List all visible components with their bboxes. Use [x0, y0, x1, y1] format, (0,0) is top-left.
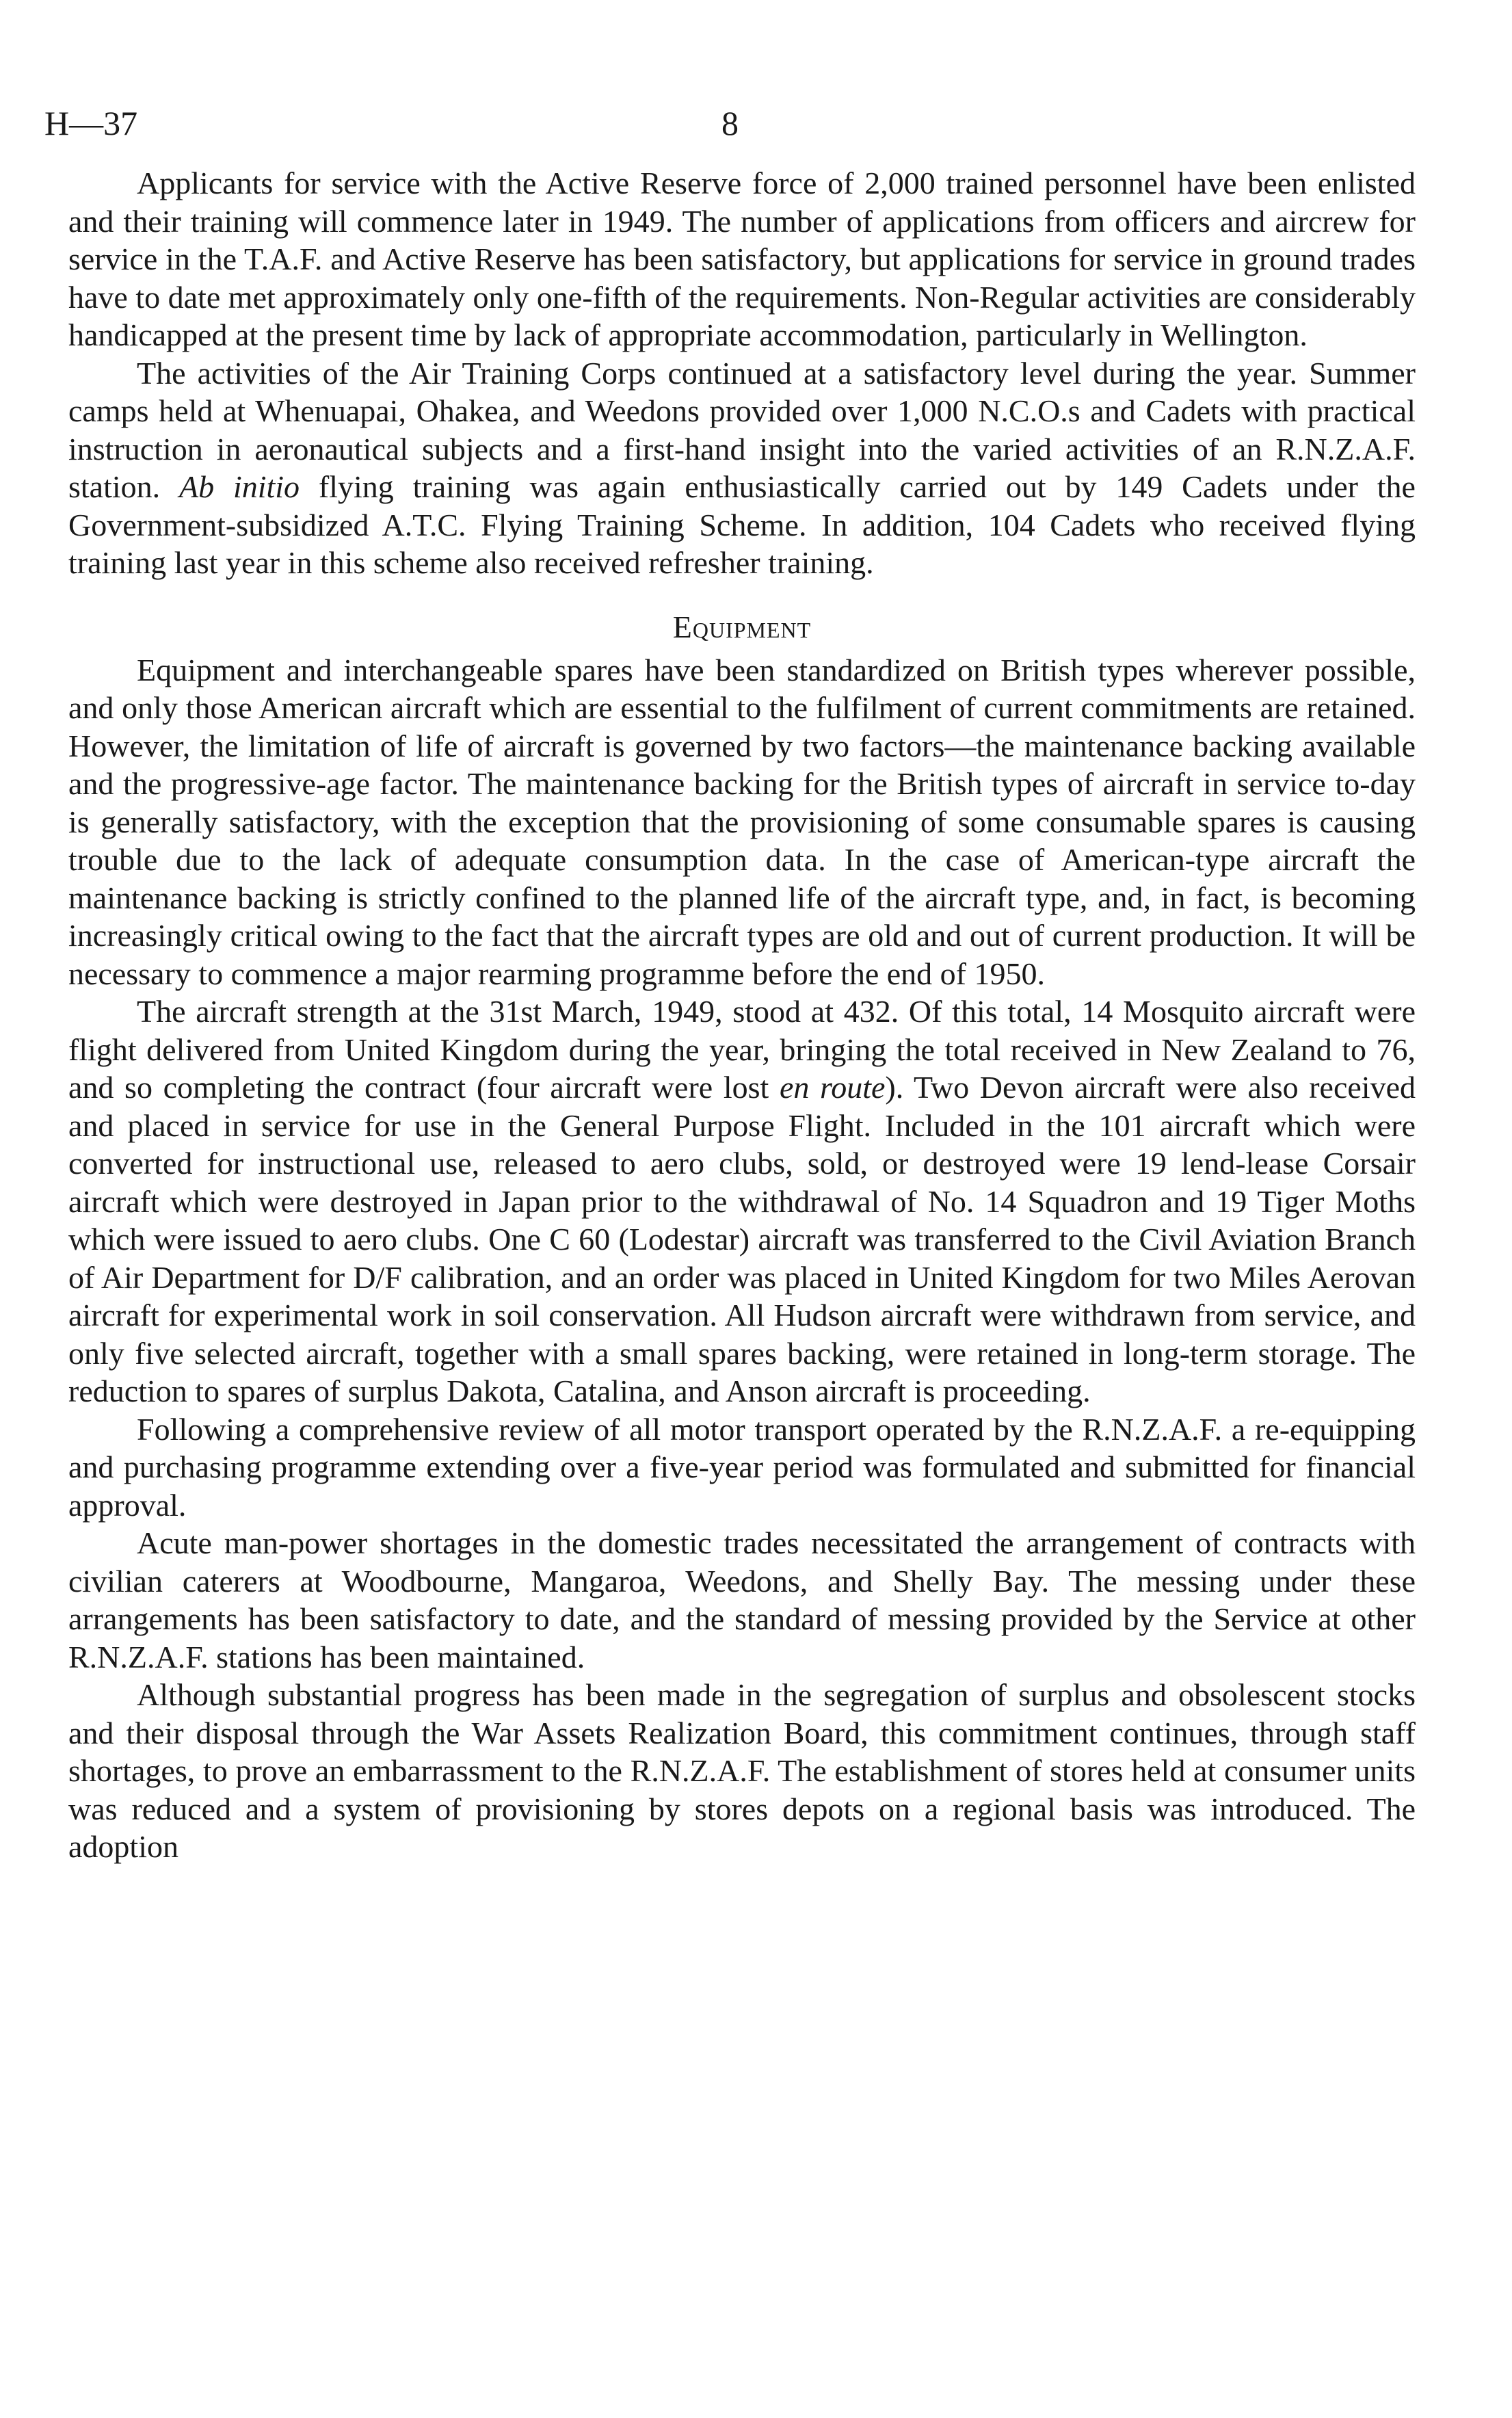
paragraph-equipment-standardization: Equipment and interchangeable spares have been standardized on British types wherever possible, and only those American aircraft which are essential to the fulfilment of current commitments are retained. However, the limitation of life of aircraft is governed by two factors—the maintenance backing available and the progressive-age factor. The maintenance backing for the British types of aircraft in service to-day is generally satisfactory, with the exception that the provisioning of some consumable spares is causing trouble due to the lack of adequate consumption data. In the case of American-type aircraft the maintenance backing is strictly confined to the planned life of the aircraft type, and, in fact, is becoming increasingly critical owing to the fact that the aircraft types are old and out of current production. It will be necessary to commence a major rearming programme before the end of 1950.	[68, 652, 1416, 991]
paragraph-active-reserve: Applicants for service with the Active Reserve force of 2,000 trained personnel have been enlisted and their training will commence later in 1949. The number of applications from officers and aircrew for service in the T.A.F. and Active Reserve has been satisfactory, but applications for service in ground trades have to date met approximately only one-fifth of the requirements. Non-Regular activities are considerably handicapped at the present time by lack of appropriate accommodation, particularly in Wellington.	[68, 166, 1416, 352]
document-code: H—37	[44, 104, 138, 142]
page-header	[44, 103, 1416, 164]
paragraph-aircraft-strength: The aircraft strength at the 31st March, 1949, stood at 432. Of this total, 14 Mosquito aircraft were flight delivered from United Kingdom during the year, bringing the total received in New Zealand to 76, and so completing the contract (four aircraft were lost en route). Two Devon aircraft were also received and placed in service for use in the General Purpose Flight. Included in the 101 aircraft which were converted for instructional use, released to aero clubs, sold, or destroyed were 19 lend-lease Corsair aircraft which were destroyed in Japan prior to the withdrawal of No. 14 Squadron and 19 Tiger Moths which were issued to aero clubs. One C 60 (Lodestar) aircraft was transferred to the Civil Aviation Branch of Air Department for D/F calibration, and an order was placed in United Kingdom for two Miles Aerovan aircraft for experimental work in soil conservation. All Hudson aircraft were withdrawn from service, and only five selected aircraft, together with a small spares backing, were retained in long-term storage. The reduction to spares of surplus Dakota, Catalina, and Anson aircraft is proceeding.	[68, 994, 1416, 1408]
paragraph-domestic-trades: Acute man-power shortages in the domestic trades necessitated the arrangement of contracts with civilian caterers at Woodbourne, Mangaroa, Weedons, and Shelly Bay. The messing under these arrangements has been satisfactory to date, and the standard of messing provided by the Service at other R.N.Z.A.F. stations has been maintained.	[68, 1525, 1416, 1674]
paragraph-motor-transport: Following a comprehensive review of all motor transport operated by the R.N.Z.A.F. a re-equipping and purchasing programme extending over a five-year period was formulated and submitted for financial approval.	[68, 1411, 1416, 1523]
paragraph-surplus-stocks: Although substantial progress has been made in the segregation of surplus and obsolescent stocks and their disposal through the War Assets Realization Board, this commitment continues, through staff shortages, to prove an embarrassment to the R.N.Z.A.F. The establishment of stores held at consumer units was reduced and a system of provisioning by stores depots on a regional basis was introduced. The adoption	[68, 1677, 1416, 1864]
page-number: 8	[721, 104, 739, 142]
document-page	[44, 103, 1416, 1866]
section-heading-equipment: Equipment	[672, 609, 812, 644]
paragraph-air-training-corps: The activities of the Air Training Corps continued at a satisfactory level during the year. Summer camps held at Whenuapai, Ohakea, and Weedons provided over 1,000 N.C.O.s and Cadets with practical instruction in aeronautical subjects and a first-hand insight into the varied activities of an R.N.Z.A.F. station. Ab initio flying training was again enthusiastically carried out by 149 Cadets under the Government-subsidized A.T.C. Flying Training Scheme. In addition, 104 Cadets who received flying training last year in this scheme also received refresher training.	[68, 355, 1416, 580]
